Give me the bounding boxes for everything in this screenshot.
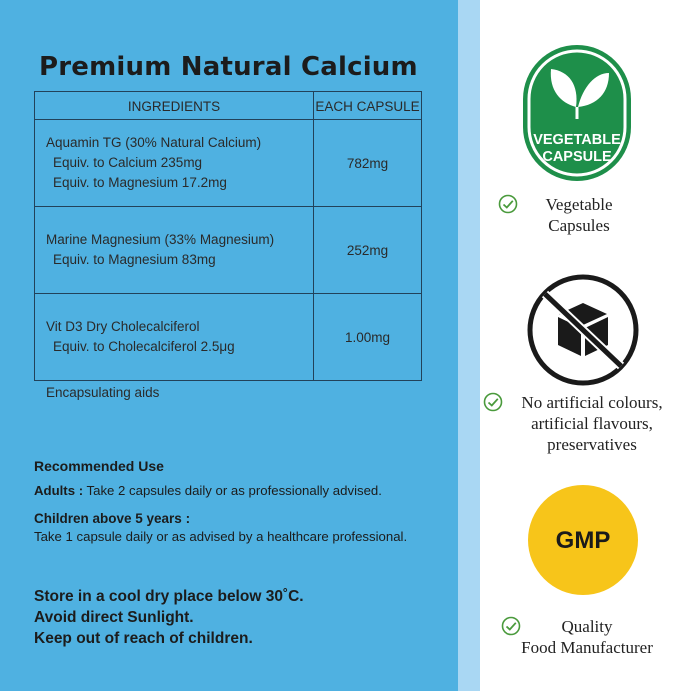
adults-text: Take 2 capsules daily or as professionally advised.	[83, 483, 382, 498]
column-header-ingredients: INGREDIENTS	[35, 92, 314, 120]
ingredient-equivalent: Equiv. to Calcium 235mg	[53, 155, 203, 170]
gmp-text: GMP	[555, 527, 611, 554]
amount-cell: 782mg	[314, 120, 422, 207]
storage-line: Store in a cool dry place below 30˚C.	[34, 588, 304, 605]
adults-dosage	[34, 483, 382, 498]
check-icon	[483, 392, 503, 412]
page-title: Premium Natural Calcium	[39, 52, 418, 82]
feature-line: artificial flavours,	[531, 414, 653, 433]
feature-line: Food Manufacturer	[521, 638, 653, 657]
feature-line: Vegetable	[545, 195, 613, 214]
feature-line: No artificial colours,	[521, 393, 663, 412]
storage-line: Avoid direct Sunlight.	[34, 609, 194, 626]
table-header-row	[35, 92, 422, 120]
recommended-use-heading: Recommended Use	[34, 458, 164, 474]
ingredient-equivalent: Equiv. to Magnesium 17.2mg	[53, 175, 227, 190]
column-header-each-capsule: EACH CAPSULE	[314, 92, 422, 120]
badge-text-capsule: CAPSULE	[542, 149, 612, 165]
adults-label: Adults :	[34, 483, 84, 498]
badge-text-vegetable: VEGETABLE	[533, 132, 621, 148]
feature-line: preservatives	[547, 435, 637, 454]
ingredient-name: Vit D3 Dry Cholecalciferol	[46, 319, 200, 334]
ingredient-name: Marine Magnesium (33% Magnesium)	[46, 232, 275, 247]
feature-vegetable-capsules	[520, 194, 638, 236]
ingredient-cell	[35, 207, 314, 294]
gmp-badge	[527, 484, 639, 596]
ingredient-name: Aquamin TG (30% Natural Calcium)	[46, 135, 262, 150]
children-label: Children above 5 years :	[34, 511, 191, 526]
storage-line: Keep out of reach of children.	[34, 630, 253, 647]
feature-line: Quality	[561, 617, 613, 636]
ingredient-equivalent: Equiv. to Cholecalciferol 2.5μg	[53, 339, 235, 354]
no-artificial-badge	[527, 274, 639, 386]
divider-strip	[458, 0, 480, 691]
ingredient-cell	[35, 120, 314, 207]
encapsulating-aids: Encapsulating aids	[46, 385, 160, 400]
storage-instructions	[34, 586, 304, 649]
table-row	[35, 294, 422, 381]
ingredient-cell	[35, 294, 314, 381]
ingredients-table	[34, 91, 422, 381]
feature-line: Capsules	[548, 216, 610, 235]
ingredient-equivalent: Equiv. to Magnesium 83mg	[53, 252, 216, 267]
check-icon	[498, 194, 518, 214]
table-row	[35, 120, 422, 207]
feature-quality-manufacturer	[505, 616, 669, 658]
amount-cell: 252mg	[314, 207, 422, 294]
children-text: Take 1 capsule daily or as advised by a healthcare professional.	[34, 529, 408, 544]
feature-no-artificial	[505, 392, 679, 455]
amount-cell: 1.00mg	[314, 294, 422, 381]
vegetable-capsule-badge	[521, 43, 633, 183]
table-row	[35, 207, 422, 294]
